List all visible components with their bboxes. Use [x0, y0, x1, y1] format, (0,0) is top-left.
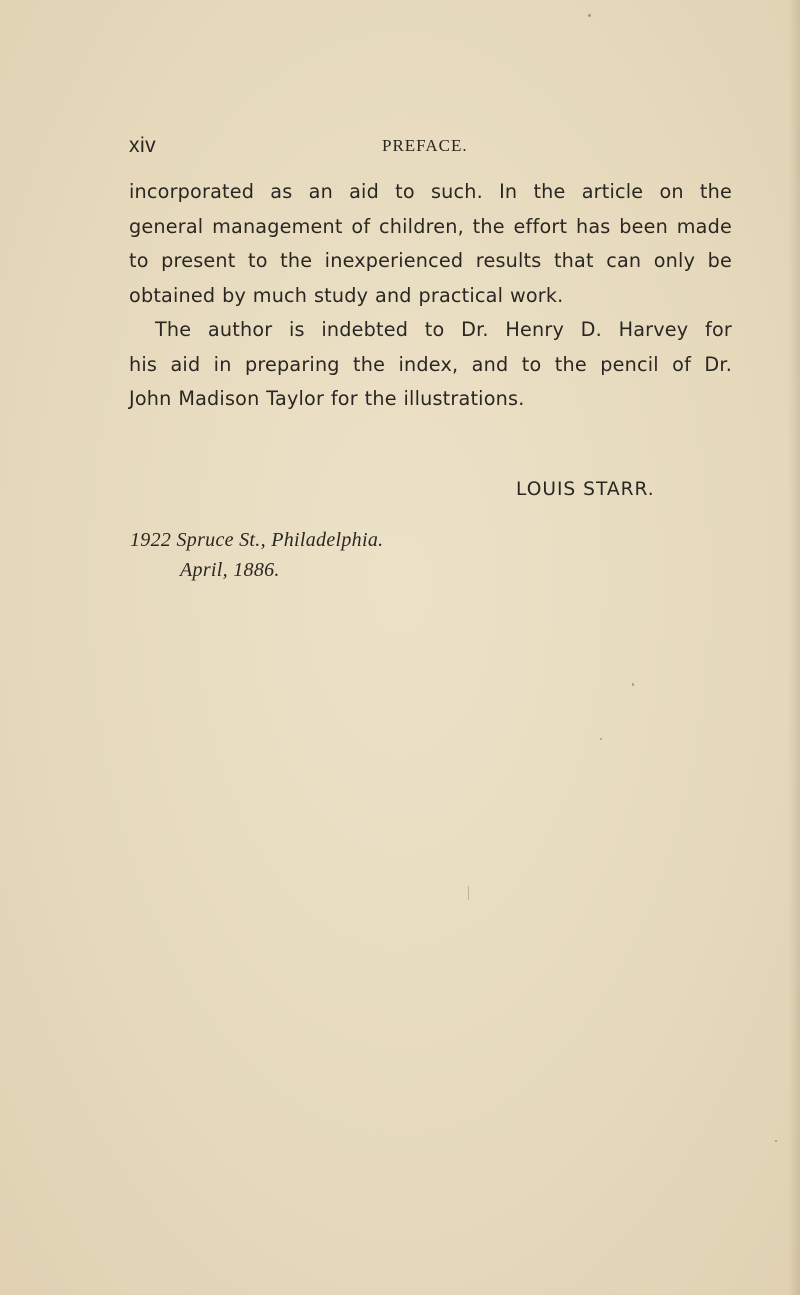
text-line: general management of children, the effort has been made — [129, 214, 732, 238]
running-head — [129, 134, 729, 164]
page-number: xiv — [129, 134, 157, 157]
paper-speck — [600, 738, 602, 740]
paper-speck — [588, 14, 591, 17]
text-line: to present to the inexperienced results that can only be — [129, 249, 732, 272]
body-text — [129, 175, 732, 417]
text-line: The author is indebted to Dr. Henry D. Harvey for — [155, 318, 732, 341]
address-line: 1922 Spruce St., Philadelphia. — [130, 529, 384, 551]
text-line: incorporated as an aid to such. In the article on the — [129, 180, 732, 203]
text-line: obtained by much study and practical work. — [129, 283, 564, 307]
paper-speck — [632, 683, 634, 686]
author-signature: LOUIS STARR. — [516, 479, 655, 500]
paragraph-1 — [129, 175, 732, 313]
paragraph-2 — [129, 313, 732, 417]
paper-speck — [775, 1140, 777, 1142]
date-line: April, 1886. — [180, 559, 280, 581]
paper-speck — [468, 886, 469, 900]
running-head-title: PREFACE. — [382, 136, 468, 155]
text-line: his aid in preparing the index, and to the pencil of Dr. — [129, 352, 732, 376]
page-edge-shadow — [788, 0, 800, 1295]
text-line: John Madison Taylor for the illustrations. — [129, 387, 525, 410]
